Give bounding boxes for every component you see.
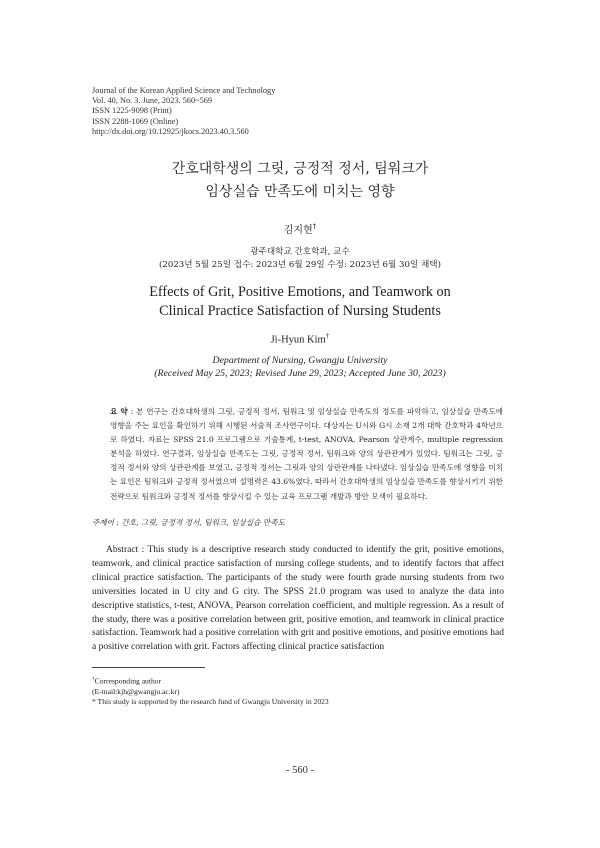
footnote-rule	[92, 667, 205, 668]
english-abstract	[92, 544, 504, 655]
footnote-corresponding	[92, 674, 329, 687]
footnote-corresponding-text: Corresponding author	[94, 676, 162, 686]
english-dates: (Received May 25, 2023; Revised June 29, 2023; Accepted June 30, 2023)	[154, 367, 446, 379]
footnote-mark: †	[92, 676, 95, 682]
korean-title-line2: 임상실습 만족도에 미치는 영향	[205, 184, 395, 200]
page-number: - 560 -	[286, 765, 314, 776]
english-title-line2: Clinical Practice Satisfaction of Nursing Students	[159, 303, 441, 319]
english-title	[0, 283, 600, 321]
footnote-email[interactable]: (E-mail:kjh@gwangju.ac.kr)	[92, 686, 180, 696]
korean-dept: 광주대학교 간호학과, 교수	[250, 247, 350, 257]
korean-author	[0, 221, 600, 236]
korean-keywords: 주제어 : 간호, 그릿, 긍정적 정서, 팀워크, 임상실습 만족도	[92, 518, 285, 527]
english-author-name: Ji-Hyun Kim	[270, 334, 326, 346]
korean-dates: (2023년 5월 25일 접수: 2023년 6월 29일 수정: 2023년 6월 30일 채택)	[159, 260, 441, 270]
english-abstract-label: Abstract	[106, 545, 139, 555]
journal-info	[92, 86, 275, 137]
issn-online: ISSN 2288-1069 (Online)	[92, 116, 179, 126]
footnote-funding: * This study is supported by the research fund of Gwangju University in 2023	[92, 697, 329, 707]
english-dept: Department of Nursing, Gwangju University	[212, 355, 388, 366]
korean-author-name: 김지현	[283, 225, 313, 236]
corresponding-mark: †	[312, 222, 317, 231]
korean-title-line1: 간호대학생의 그릿, 긍정적 정서, 팀워크가	[171, 161, 429, 177]
korean-abstract-label: 요 약	[110, 407, 128, 416]
korean-abstract	[110, 405, 503, 504]
english-affiliation	[0, 355, 600, 380]
corresponding-mark-en: †	[325, 331, 330, 340]
issn-print: ISSN 1225-9098 (Print)	[92, 106, 172, 116]
korean-abstract-text: : 본 연구는 간호대학생의 그릿, 긍정적 정서, 팀워크 및 임상실습 만족도의 정도를 파악하고, 임상실습 만족도에 영향을 주는 요인을 확인하기 위해 시행된 서술적 조사연구이다. 대상자는 U시와 G시 소재 2개 대학 간호학과 4학년으로 하였다. 자료는 SPSS 21.0 프로그램으로 기술통계, t-test, ANOVA, Pearson 상관계수, multiple regression 분석을 하였다. 연구결과, 임상실습 만족도는 그릿, 긍정적 정서, 팀워크와 양의 상관관계가 있었다. 팀워크는 그릿, 긍정적 정서와 양의 상관관계를 보였고, 긍정적 정서는 그릿과 양의 상관관계를 나타냈다. 임상실습 만족도에 영향을 미치는 요인은 팀워크와 긍정적 정서였으며 설명력은 43.6%였다. 따라서 간호대학생의 임상실습 만족도를 향상시키기 위한 전략으로 팀워크와 긍정적 정서를 향상시킬 수 있는 교육 프로그램 개발과 방안 모색이 필요하다.	[110, 407, 503, 501]
footnotes	[92, 674, 329, 708]
english-author	[0, 331, 600, 346]
doi-link[interactable]: http://dx.doi.org/10.12925/jkocs.2023.40.3.560	[92, 126, 249, 136]
journal-name: Journal of the Korean Applied Science and Technology	[92, 86, 276, 95]
korean-affiliation	[0, 246, 600, 272]
journal-volume: Vol. 40, No. 3. June, 2023. 560~569	[92, 96, 213, 106]
english-title-line1: Effects of Grit, Positive Emotions, and Teamwork on	[149, 284, 451, 300]
korean-title	[0, 158, 600, 204]
english-abstract-text: : This study is a descriptive research study conducted to identify the grit, positive emotions, teamwork, and clinical practice satisfaction of nursing college students, and to identify factors that affect clinical practice satisfaction. The participants of the study were fourth grade nursing students from two universities located in U city and G city. The SPSS 21.0 program was used to analyze the data into descriptive statistics, t-test, ANOVA, Pearson correlation coefficient, and multiple regression. As a result of the study, there was a positive correlation between grit, positive emotion, and teamwork in clinical practice satisfaction. Teamwork had a positive correlation with grit and positive emotions, and positive emotions had a positive correlation with grit. Factors affecting clinical practice satisfaction	[92, 545, 505, 653]
